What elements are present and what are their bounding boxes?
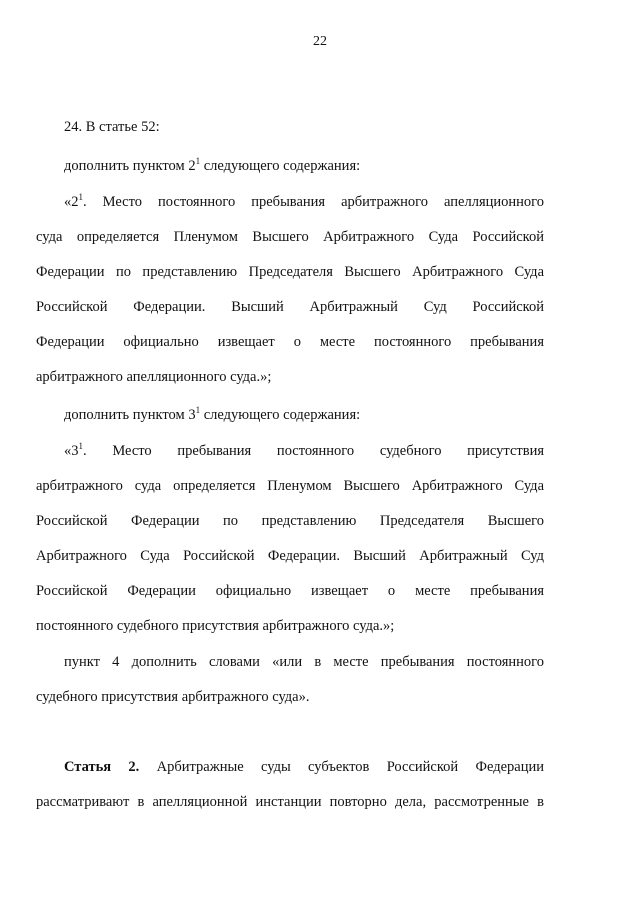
para3-line-2: судебного присутствия арбитражного суда». [36, 689, 310, 705]
para1-intro-sup: 1 [195, 156, 201, 167]
para1-line-2: суда определяется Пленумом Высшего Арбитражного Суда Российской [36, 229, 544, 245]
para1-line-1 [64, 193, 544, 211]
para2-line-4: Арбитражного Суда Российской Федерации. Высший Арбитражный Суд [36, 548, 544, 564]
para1-intro-text-b: следующего содержания: [200, 158, 361, 174]
para1-line-4: Российской Федерации. Высший Арбитражный Суд Российской [36, 299, 544, 315]
article-line-2: рассматривают в апелляционной инстанции повторно дела, рассмотренные в [36, 794, 544, 810]
article-heading: Статья 2. [64, 759, 140, 775]
item-heading: 24. В статье 52: [64, 119, 160, 135]
para1-line-6: арбитражного апелляционного суда.»; [36, 369, 272, 385]
para1-line-5: Федерации официально извещает о месте постоянного пребывания [36, 334, 544, 350]
para1-quote-open: «2 [64, 194, 79, 210]
para2-quote-open: «3 [64, 443, 79, 459]
para2-line-6: постоянного судебного присутствия арбитражного суда.»; [36, 618, 395, 634]
para2-intro [64, 406, 360, 424]
para3-line-1: пункт 4 дополнить словами «или в месте пребывания постоянного [64, 654, 544, 670]
article-line-1-text: Арбитражные суды субъектов Российской Федерации [139, 759, 544, 775]
para1-line-1-text: . Место постоянного пребывания арбитражного апелляционного [83, 194, 544, 210]
para2-intro-sup: 1 [195, 405, 201, 416]
para2-quote-sup: 1 [78, 441, 83, 452]
para2-intro-text-a: дополнить пунктом 3 [64, 407, 196, 423]
para2-line-3: Российской Федерации по представлению Председателя Высшего [36, 513, 544, 529]
para1-intro-text-a: дополнить пунктом 2 [64, 158, 196, 174]
page-number: 22 [313, 34, 327, 49]
para1-intro [64, 157, 360, 175]
para2-intro-text-b: следующего содержания: [200, 407, 361, 423]
para1-line-3: Федерации по представлению Председателя Высшего Арбитражного Суда [36, 264, 544, 280]
para1-quote-sup: 1 [78, 192, 83, 203]
para2-line-1 [64, 442, 544, 460]
para2-line-1-text: . Место пребывания постоянного судебного присутствия [83, 443, 544, 459]
para2-line-5: Российской Федерации официально извещает о месте пребывания [36, 583, 544, 599]
article-line-1 [64, 758, 544, 776]
para2-line-2: арбитражного суда определяется Пленумом Высшего Арбитражного Суда [36, 478, 544, 494]
